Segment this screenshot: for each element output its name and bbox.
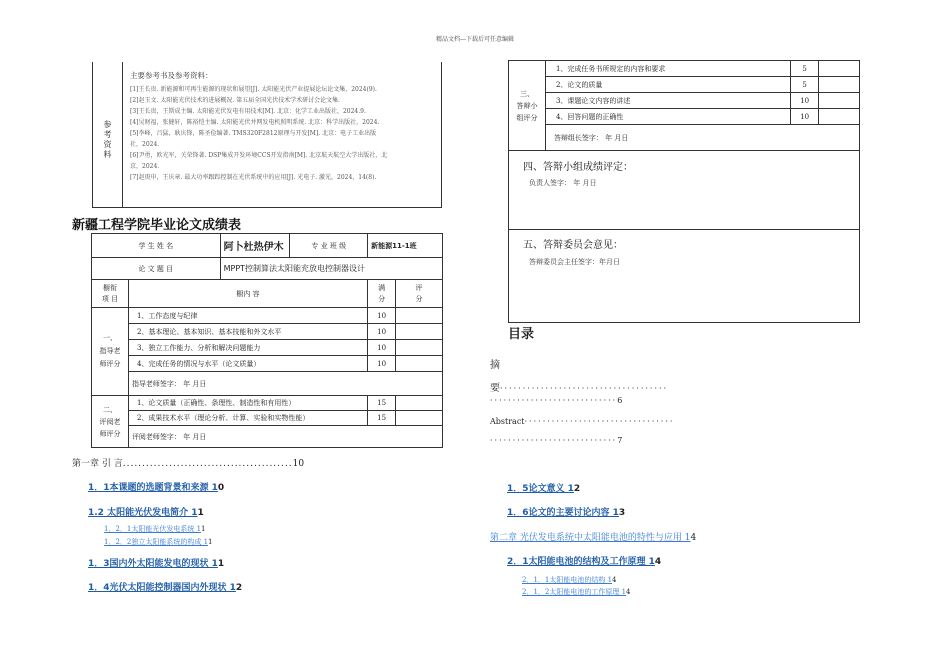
criterion-score <box>396 324 443 340</box>
table-row <box>92 340 443 356</box>
toc-link[interactable] <box>104 537 213 547</box>
student-name-value: 阿卜杜热伊木 <box>220 234 290 258</box>
col-item-header <box>92 280 129 308</box>
table-row <box>509 77 860 93</box>
criterion-content: 3、独立工作能力、分析和解决问题能力 <box>128 340 367 356</box>
col-score-header <box>396 280 443 308</box>
advisor-sign: 指导老师签字： 年 月日 <box>128 372 442 396</box>
reference-item: [3]王长贵，王斯成主编. 太阳能光伏发电有用技术[M]. 北京：化学工业出版社，2024.9. <box>130 108 366 115</box>
reference-item: [7]赵庚申，王庆章. 最大功率跟踪控制在光伏系统中的应用[J]. 光电子. 激光，2024，14(8). <box>130 174 377 181</box>
section-label-line: 评阅老 <box>99 417 121 426</box>
reference-item: 社，2024. <box>130 141 160 148</box>
student-name-label: 学 生 姓 名 <box>92 234 221 258</box>
toc-abstract-cn-page: 6 <box>617 396 623 405</box>
section5-box <box>508 230 860 323</box>
toc-link-page: 2 <box>573 484 581 494</box>
criterion-content: 4、回答问题的正确性 <box>545 109 790 125</box>
criterion-score <box>819 109 860 125</box>
toc-link-text: 2．1太阳能电池的结构及工作原理 1 <box>507 557 655 567</box>
criterion-score <box>396 340 443 356</box>
col-full-line: 分 <box>378 294 386 303</box>
section-label-line: 指导老 <box>99 347 121 355</box>
toc-link-text: 1．4光伏太阳能控制器国内外现状 1 <box>88 583 236 593</box>
criterion-score <box>396 356 443 372</box>
col-content-header: 橱内 容 <box>128 280 367 308</box>
table-row <box>509 93 860 109</box>
reference-item: [4]吴财福，张健轩，陈裕恺主编. 太阳能光伏并网发电机照明系统. 北京：科学出版社，2024. <box>130 119 380 126</box>
table-row <box>92 324 443 340</box>
toc-link[interactable] <box>522 575 617 585</box>
criterion-content: 1、工作态度与纪律 <box>128 308 367 324</box>
section-label-line: 师评分 <box>99 360 121 368</box>
reference-item: [2]赵玉文. 太阳能光伏技术的进展概况. 第五届全国光伏技术学术研讨会论文集. <box>130 97 341 104</box>
class-label: 专 业 班 级 <box>290 234 368 258</box>
section5-title: 五、答辩委员会意见： <box>523 240 623 251</box>
toc-link[interactable] <box>104 524 206 534</box>
references-title: 主要参考书及参考资料： <box>130 71 213 80</box>
toc-chapter1-label: 第一章 引 言 <box>72 459 123 469</box>
criterion-content: 1、论文质量（正确性、条理性、制造性和有用性） <box>128 396 367 411</box>
section2-label <box>92 396 129 448</box>
section-label-line: 组评分 <box>516 113 538 122</box>
toc-link-page: 1 <box>208 538 213 546</box>
criterion-full: 10 <box>368 340 396 356</box>
table-row <box>92 280 443 308</box>
section4-sign: 负责人签字： 年 月日 <box>529 179 597 187</box>
criterion-full: 15 <box>368 411 396 426</box>
topic-value: MPPT控制算法太阳能充放电控制器设计 <box>220 258 442 280</box>
criterion-full: 10 <box>368 356 396 372</box>
criterion-content: 2、成果技术水平（理论分析、计算、实验和实物性能） <box>128 411 367 426</box>
toc-link-text: 1．2．2独立太阳能系统的构成 1 <box>104 538 209 546</box>
criterion-content: 2、论文的质量 <box>545 77 790 93</box>
criterion-full: 10 <box>791 93 819 109</box>
table-row <box>92 258 443 280</box>
table-row <box>509 125 860 151</box>
table-row <box>509 109 860 125</box>
toc-link-page: 1 <box>201 525 206 533</box>
references-body <box>130 70 442 183</box>
section-label-line: 二、 <box>102 405 117 414</box>
toc-link[interactable] <box>88 480 224 493</box>
toc-link-page: 4 <box>654 557 662 567</box>
toc-chapter1[interactable]: 第一章 引 言............................................10 <box>72 459 305 469</box>
col-full-line: 满 <box>378 283 386 292</box>
table-row <box>92 356 443 372</box>
col-item-line: 橱衔 <box>102 283 117 292</box>
section4-title: 四、答辩小组成绩评定： <box>523 162 633 173</box>
topic-label: 论 文 题 目 <box>92 258 221 280</box>
toc-link-text: 第二章 光伏发电系统中太阳能电池的特性与应用 1 <box>490 533 691 543</box>
toc-abstract-en[interactable]: Abstract································· <box>490 417 675 426</box>
header-note: 精品文档---下载后可任意编辑 <box>435 36 515 43</box>
reference-item: [6]尹勇，欧光军，关荣锋著. DSP集成开发环境CCS开发指南[M]. 北京航天航空大学出版社，北 <box>130 152 388 159</box>
toc-link-text: 2．1．1太阳能电池的结构 1 <box>522 576 613 584</box>
toc-abstract-cn[interactable]: 要····································· <box>490 383 669 394</box>
section-label-line: 三、 <box>519 89 534 98</box>
table-row <box>509 61 860 77</box>
toc-link[interactable] <box>507 505 625 518</box>
section3-label <box>509 61 546 151</box>
toc-abstract-en-cont: ····························7 <box>490 436 623 445</box>
toc-title: 目录 <box>508 327 535 342</box>
toc-link-text: 1．2．1太阳能光伏发电系统 1 <box>104 525 202 533</box>
toc-link-text: 1．6论文的主要讨论内容 1 <box>507 508 619 518</box>
grade-table <box>91 233 443 448</box>
toc-link-text: 2．1．2太阳能电池的工作原理 1 <box>522 588 627 596</box>
toc-link[interactable] <box>490 530 696 543</box>
toc-link-page: 4 <box>690 533 697 543</box>
section4-box <box>508 150 860 230</box>
reference-item: 京，2024. <box>130 163 160 170</box>
reviewer-sign: 评阅老师签字： 年 月日 <box>128 426 442 448</box>
section-label-line: 师评分 <box>99 429 121 438</box>
table-row <box>92 372 443 396</box>
criterion-full: 10 <box>368 308 396 324</box>
toc-link-page: 1 <box>197 508 204 518</box>
toc-link[interactable] <box>522 587 631 597</box>
toc-link-page: 3 <box>618 508 626 518</box>
class-value: 新能源11-1班 <box>368 234 443 258</box>
criterion-score <box>396 396 443 411</box>
references-box <box>92 62 442 208</box>
toc-link-text: 1．1本课题的选题背景和来源 1 <box>88 483 218 493</box>
criterion-score <box>819 93 860 109</box>
reference-item: [1]王长贵. 新能源和可再生能源的现状和展望[J]. 太阳能光伏产业提展论坛论文集，2024(9). <box>130 86 377 93</box>
col-item-line: 项 目 <box>101 294 119 303</box>
toc-link-page: 4 <box>612 576 617 584</box>
table-row <box>92 411 443 426</box>
toc-link-page: 2 <box>235 583 243 593</box>
table-row <box>92 308 443 324</box>
toc-link[interactable] <box>88 580 242 593</box>
table-row <box>92 234 443 258</box>
section1-label <box>92 308 129 396</box>
toc-link[interactable] <box>507 554 661 567</box>
toc-abstract-en-label: Abstract <box>490 417 525 426</box>
criterion-full: 5 <box>791 61 819 77</box>
criterion-score <box>819 77 860 93</box>
criterion-content: 2、基本理论、基本知识、基本技能和外文水平 <box>128 324 367 340</box>
col-score-line: 评 <box>415 283 423 292</box>
toc-link-page: 4 <box>626 588 631 596</box>
toc-link[interactable] <box>88 556 224 569</box>
criterion-full: 5 <box>791 77 819 93</box>
toc-abstract-cn-b: 要 <box>490 383 500 394</box>
toc-abstract-cn-a: 摘 <box>490 360 500 371</box>
section5-sign: 答辩委员会主任签字：年月日 <box>529 258 620 266</box>
criterion-content: 4、完成任务的情况与水平（论文质量） <box>128 356 367 372</box>
col-score-line: 分 <box>415 294 423 303</box>
criterion-score <box>396 411 443 426</box>
criterion-full: 10 <box>791 109 819 125</box>
section-label-line: 答辩小 <box>516 101 538 110</box>
toc-link-text: 1．3国内外太阳能发电的现状 1 <box>88 559 218 569</box>
col-full-header <box>368 280 396 308</box>
toc-abstract-en-page: 7 <box>617 436 623 445</box>
criterion-score <box>819 61 860 77</box>
references-side-label: 参考资料 <box>103 120 112 159</box>
defense-sign: 答辩组长签字： 年 月日 <box>545 125 859 151</box>
table-row <box>92 426 443 448</box>
reference-item: [5]李峰，吕猛，耿庆锋，陈圣俭编著. TMS320F2812原理与开发[M]. 北京：电子工业出版 <box>130 130 377 137</box>
defense-table <box>508 60 860 151</box>
form-title: 新疆工程学院毕业论文成绩表 <box>72 218 242 233</box>
criterion-content: 3、课题论文内容的讲述 <box>545 93 790 109</box>
toc-link[interactable] <box>507 481 580 494</box>
toc-link-page: 1 <box>217 559 225 569</box>
section-label-line: 一、 <box>102 334 117 342</box>
criterion-full: 15 <box>368 396 396 411</box>
toc-link-text: 1.2 太阳能光伏发电简介 1 <box>88 508 198 518</box>
toc-chapter1-page: 10 <box>292 459 305 469</box>
toc-abstract-cn-cont: ····························6 <box>490 396 623 405</box>
toc-link-text: 1．5论文意义 1 <box>507 484 574 494</box>
criterion-score <box>396 308 443 324</box>
criterion-content: 1、完成任务书所规定的内容和要求 <box>545 61 790 77</box>
references-side <box>93 62 123 207</box>
toc-link[interactable] <box>88 505 204 518</box>
toc-link-page: 0 <box>217 483 225 493</box>
table-row <box>92 396 443 411</box>
criterion-full: 10 <box>368 324 396 340</box>
